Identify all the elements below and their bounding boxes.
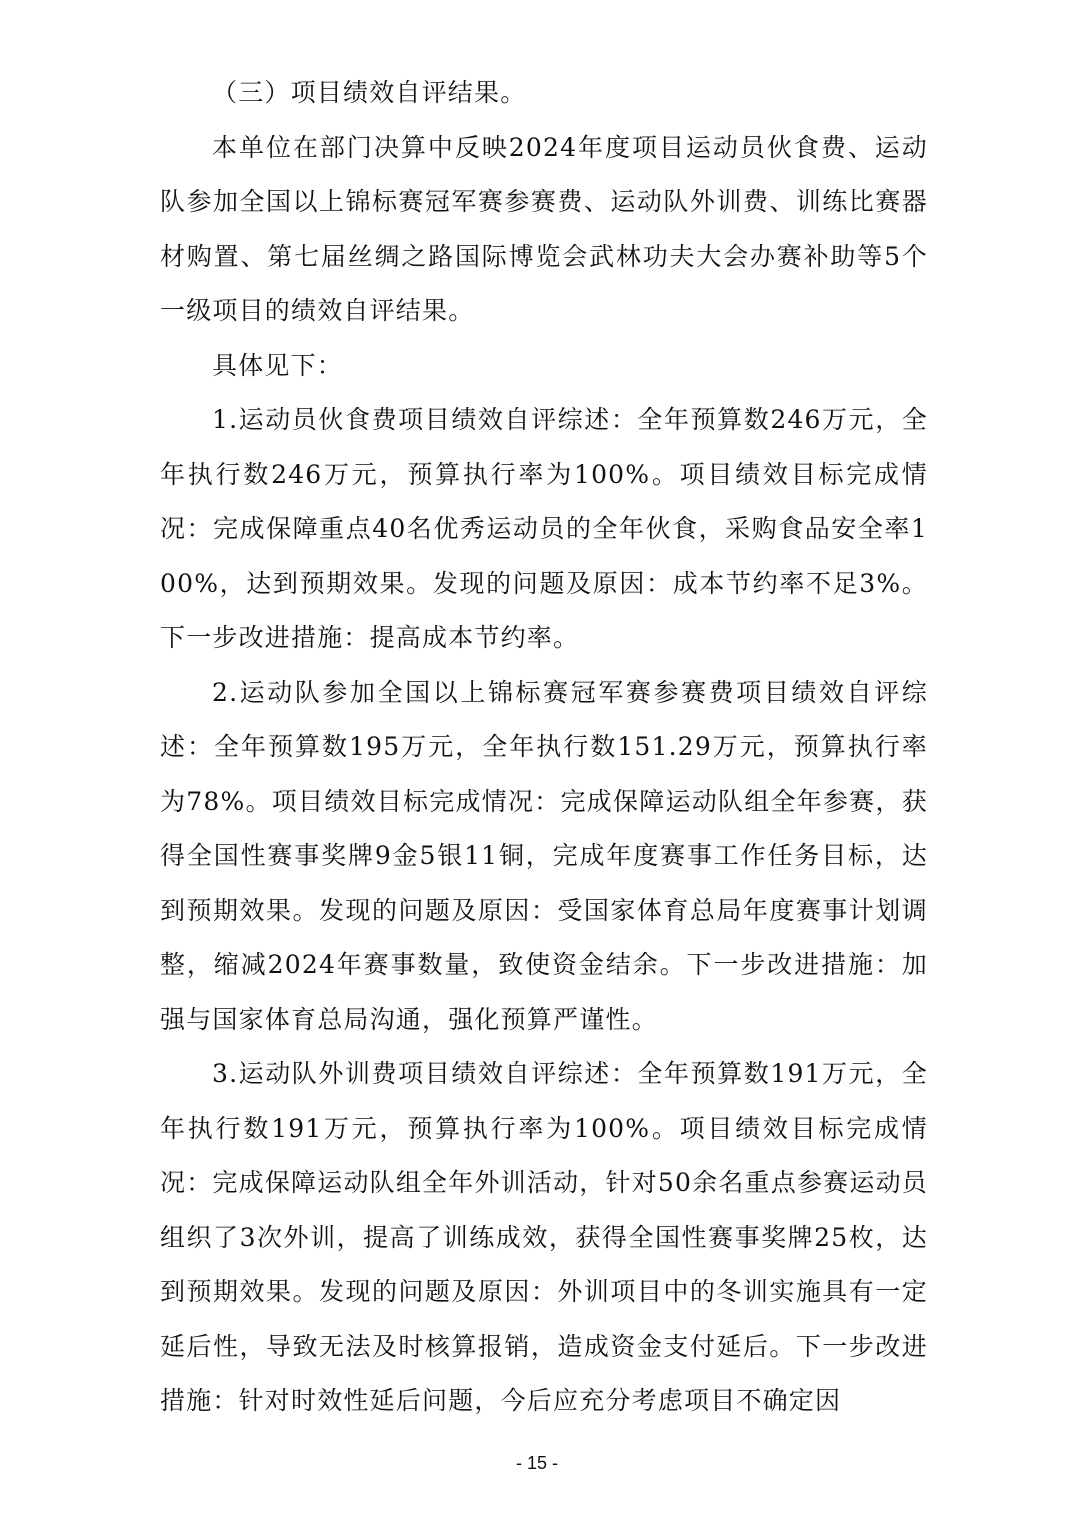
page-number: - 15 - [515,1453,558,1473]
section-heading: （三）项目绩效自评结果。 [212,78,527,107]
paragraph-intro: 本单位在部门决算中反映2024年度项目运动员伙食费、运动队参加全国以上锦标赛冠军赛参赛费、运动队外训费、训练比赛器材购置、第七届丝绸之路国际博览会武林功夫大会办赛补助等5个一级项目的绩效自评结果。 [160,132,928,325]
paragraph-details-lead: 具体见下： [212,350,344,380]
paragraph-item-2: 2.运动队参加全国以上锦标赛冠军赛参赛费项目绩效自评综述：全年预算数195万元，全年执行数151.29万元，预算执行率为78%。项目绩效目标完成情况：完成保障运动队组全年参赛，获得全国性赛事奖牌9金5银11铜，完成年度赛事工作任务目标，达到预期效果。发现的问题及原因：受国家体育总局年度赛事计划调整，缩减2024年赛事数量，致使资金结余。下一步改进措施：加强与国家体育总局沟通，强化预算严谨性。 [160,677,928,1034]
paragraph-item-1: 1.运动员伙食费项目绩效自评综述：全年预算数246万元，全年执行数246万元，预算执行率为100%。项目绩效目标完成情况：完成保障重点40名优秀运动员的全年伙食，采购食品安全率100%，达到预期效果。发现的问题及原因：成本节约率不足3%。下一步改进措施：提高成本节约率。 [160,405,928,652]
document-body [160,66,928,1429]
paragraph-item-3: 3.运动队外训费项目绩效自评综述：全年预算数191万元，全年执行数191万元，预算执行率为100%。项目绩效目标完成情况：完成保障运动队组全年外训活动，针对50余名重点参赛运动员组织了3次外训，提高了训练成效，获得全国性赛事奖牌25枚，达到预期效果。发现的问题及原因：外训项目中的冬训实施具有一定延后性，导致无法及时核算报销，造成资金支付延后。下一步改进措施：针对时效性延后问题，今后应充分考虑项目不确定因 [160,1059,928,1415]
